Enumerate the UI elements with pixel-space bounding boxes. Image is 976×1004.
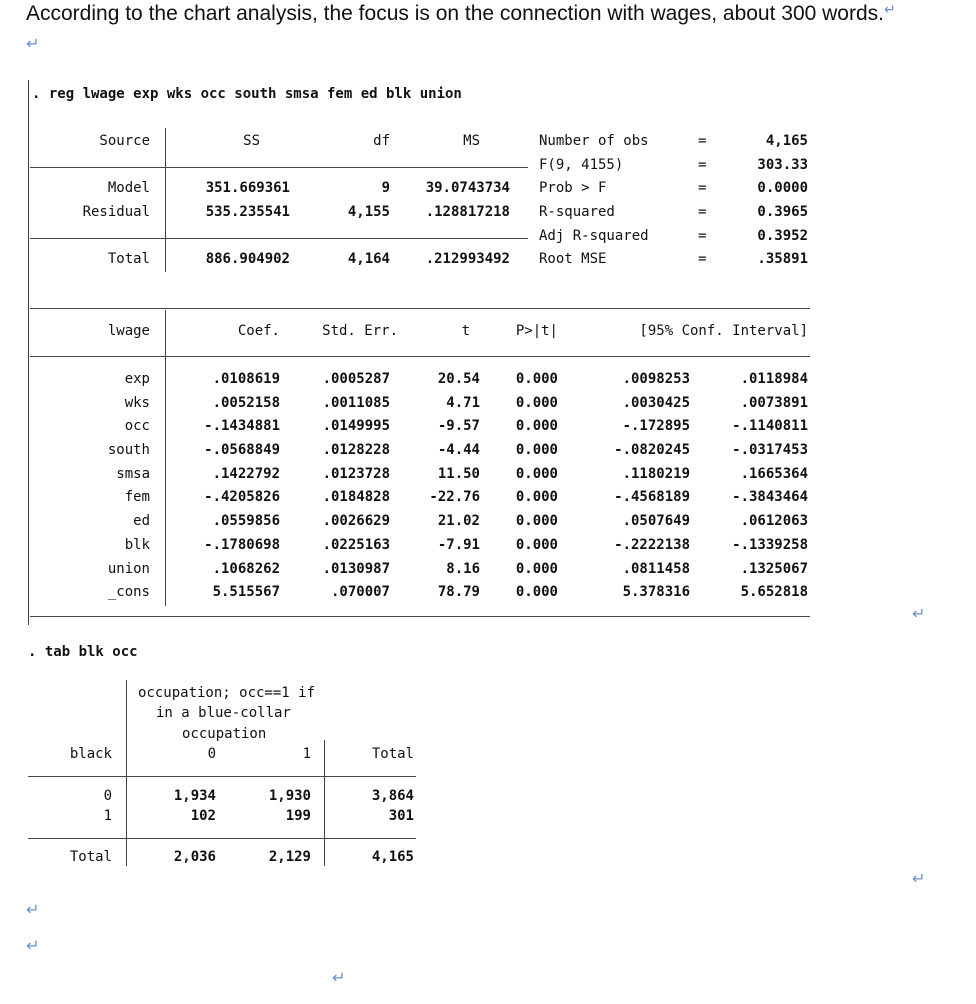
coef-se: .0011085: [322, 395, 390, 411]
anova-vertical-rule: [165, 128, 166, 272]
prompt-text: [26, 2, 896, 26]
coef-p: 0.000: [515, 489, 558, 505]
anova-ms: .128817218: [425, 204, 510, 220]
stat-eq: =: [698, 251, 707, 267]
coef-se: .0128228: [322, 442, 390, 458]
coef-value: -.4205826: [204, 489, 280, 505]
coef-p: 0.000: [515, 371, 558, 387]
tab-cell-total: 4,165: [371, 849, 414, 865]
anova-ss: 351.669361: [205, 180, 290, 196]
tab-cell: 2,036: [173, 849, 216, 865]
tab-cell-total: 301: [388, 808, 414, 824]
coef-ci-low: -.0820245: [614, 442, 690, 458]
coef-var: wks: [124, 395, 150, 411]
coef-header-se: Std. Err.: [322, 323, 398, 339]
stat-value: 303.33: [757, 157, 808, 173]
tab-row-label: 0: [103, 788, 112, 804]
anova-header-ms: MS: [463, 133, 480, 149]
tab-cell: 2,129: [268, 849, 311, 865]
tab-header-line: in a blue-collar: [156, 705, 291, 721]
coef-t: -7.91: [437, 537, 480, 553]
anova-source: Residual: [82, 204, 150, 220]
tab-row-label: Total: [69, 849, 112, 865]
stat-label: F(9, 4155): [539, 157, 624, 173]
coef-t: 8.16: [446, 561, 480, 577]
coef-top-rule: [30, 308, 810, 309]
stat-eq: =: [698, 157, 707, 173]
coef-t: 20.54: [437, 371, 480, 387]
coef-ci-high: .1325067: [740, 561, 808, 577]
tab-cell: 199: [285, 808, 311, 824]
coef-value: -.1434881: [204, 418, 280, 434]
return-icon: ↵: [26, 34, 40, 53]
tab-col-value: 1: [302, 746, 311, 762]
coef-value: -.0568849: [204, 442, 280, 458]
stat-value: .35891: [757, 251, 808, 267]
coef-vertical-rule: [165, 310, 166, 606]
return-icon: ↵: [332, 968, 346, 987]
coef-se: .0005287: [322, 371, 390, 387]
coef-bottom-rule: [30, 616, 810, 617]
coef-t: -22.76: [429, 489, 480, 505]
coef-var: occ: [124, 418, 150, 434]
tab-header-line: occupation: [182, 726, 267, 742]
coef-ci-low: .0098253: [622, 371, 690, 387]
anova-header-df: df: [373, 133, 390, 149]
coef-se: .0130987: [322, 561, 390, 577]
coef-ci-high: .0612063: [740, 513, 808, 529]
coef-var: _cons: [107, 584, 150, 600]
tab-row-var: black: [69, 746, 112, 762]
anova-ms: 39.0743734: [425, 180, 510, 196]
coef-value: .0108619: [212, 371, 280, 387]
anova-total-rule: [30, 238, 528, 239]
coef-ci-low: -.172895: [622, 418, 690, 434]
coef-p: 0.000: [515, 537, 558, 553]
coef-var: south: [107, 442, 150, 458]
coef-t: 4.71: [446, 395, 480, 411]
coef-p: 0.000: [515, 442, 558, 458]
coef-var: ed: [133, 513, 150, 529]
tab-cell: 1,934: [173, 788, 216, 804]
tab-col-total: Total: [371, 746, 414, 762]
stat-eq: =: [698, 228, 707, 244]
coef-se: .0026629: [322, 513, 390, 529]
coef-ci-low: .1180219: [622, 466, 690, 482]
coef-t: 11.50: [437, 466, 480, 482]
coef-se: .070007: [330, 584, 390, 600]
output-margin-line: [28, 80, 29, 625]
coef-var: blk: [124, 537, 150, 553]
anova-header-ss: SS: [243, 133, 260, 149]
return-icon: ↵: [884, 2, 896, 18]
coef-value: 5.515567: [212, 584, 280, 600]
return-icon: ↵: [26, 936, 40, 955]
coef-se: .0184828: [322, 489, 390, 505]
tab-cell: 102: [190, 808, 216, 824]
tab-header-line: occupation; occ==1 if: [138, 685, 316, 701]
coef-t: -9.57: [437, 418, 480, 434]
coef-ci-low: 5.378316: [622, 584, 690, 600]
tab-right-rule: [324, 740, 325, 866]
coef-header-t: t: [461, 323, 470, 339]
coef-ci-low: .0507649: [622, 513, 690, 529]
coef-ci-high: .0073891: [740, 395, 808, 411]
stat-value: 4,165: [765, 133, 808, 149]
stat-label: Adj R-squared: [539, 228, 649, 244]
coef-ci-high: -.1339258: [732, 537, 808, 553]
stat-value: 0.3965: [757, 204, 808, 220]
coef-ci-low: .0811458: [622, 561, 690, 577]
coef-value: .0052158: [212, 395, 280, 411]
stat-label: R-squared: [539, 204, 615, 220]
stat-label: Root MSE: [539, 251, 607, 267]
return-icon: ↵: [26, 900, 40, 919]
coef-var: smsa: [116, 466, 150, 482]
coef-p: 0.000: [515, 561, 558, 577]
tab-command: . tab blk occ: [28, 644, 138, 660]
coef-p: 0.000: [515, 466, 558, 482]
anova-source: Total: [107, 251, 150, 267]
stat-label: Prob > F: [539, 180, 607, 196]
coef-var: union: [107, 561, 150, 577]
coef-ci-high: -.0317453: [732, 442, 808, 458]
coef-header-var: lwage: [107, 323, 150, 339]
tab-cell-total: 3,864: [371, 788, 414, 804]
coef-value: .1068262: [212, 561, 280, 577]
coef-ci-high: -.3843464: [732, 489, 808, 505]
anova-source: Model: [107, 180, 150, 196]
coef-value: .0559856: [212, 513, 280, 529]
coef-value: .1422792: [212, 466, 280, 482]
coef-ci-low: -.2222138: [614, 537, 690, 553]
coef-ci-high: 5.652818: [740, 584, 808, 600]
coef-se: .0225163: [322, 537, 390, 553]
coef-ci-high: -.1140811: [732, 418, 808, 434]
coef-ci-high: .1665364: [740, 466, 808, 482]
anova-header-rule: [30, 167, 528, 168]
stat-value: 0.3952: [757, 228, 808, 244]
reg-command: . reg lwage exp wks occ south smsa fem ed blk union: [32, 86, 462, 102]
coef-var: fem: [124, 489, 150, 505]
coef-t: -4.44: [437, 442, 480, 458]
coef-header-coef: Coef.: [237, 323, 280, 339]
coef-value: -.1780698: [204, 537, 280, 553]
stat-label: Number of obs: [539, 133, 649, 149]
tab-row-label: 1: [103, 808, 112, 824]
stat-eq: =: [698, 204, 707, 220]
anova-ms: .212993492: [425, 251, 510, 267]
coef-ci-low: -.4568189: [614, 489, 690, 505]
coef-header-ci: [95% Conf. Interval]: [639, 323, 808, 339]
coef-se: .0123728: [322, 466, 390, 482]
coef-header-rule: [30, 356, 810, 357]
return-icon: ↵: [912, 604, 926, 623]
stat-eq: =: [698, 133, 707, 149]
stat-eq: =: [698, 180, 707, 196]
coef-p: 0.000: [515, 395, 558, 411]
coef-p: 0.000: [515, 513, 558, 529]
coef-p: 0.000: [515, 418, 558, 434]
coef-var: exp: [124, 371, 150, 387]
anova-df: 4,155: [347, 204, 390, 220]
tab-cell: 1,930: [268, 788, 311, 804]
coef-t: 21.02: [437, 513, 480, 529]
tab-header-rule: [28, 776, 416, 777]
coef-header-p: P>|t|: [515, 323, 558, 339]
coef-t: 78.79: [437, 584, 480, 600]
stat-value: 0.0000: [757, 180, 808, 196]
tab-col-value: 0: [207, 746, 216, 762]
anova-ss: 535.235541: [205, 204, 290, 220]
coef-se: .0149995: [322, 418, 390, 434]
prompt-label: According to the chart analysis, the focus is on the connection with wages, about 300 words.: [26, 2, 884, 25]
anova-df: 9: [381, 180, 390, 196]
return-icon: ↵: [912, 869, 926, 888]
anova-header-source: Source: [99, 133, 150, 149]
tab-total-rule: [28, 838, 416, 839]
anova-df: 4,164: [347, 251, 390, 267]
anova-ss: 886.904902: [205, 251, 290, 267]
coef-ci-low: .0030425: [622, 395, 690, 411]
coef-ci-high: .0118984: [740, 371, 808, 387]
coef-p: 0.000: [515, 584, 558, 600]
